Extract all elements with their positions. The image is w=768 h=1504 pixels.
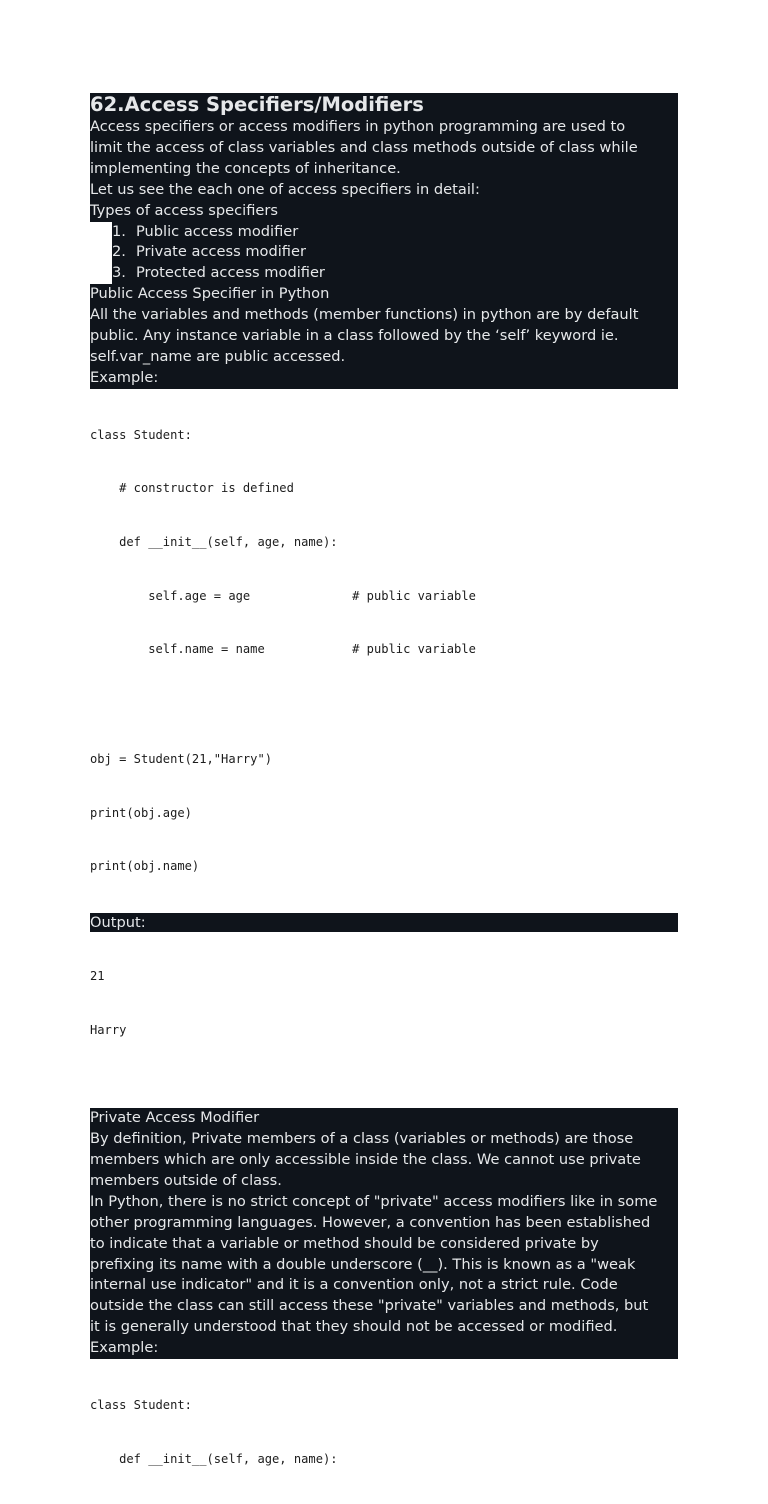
public-text-line: self.var_name are public accessed. [90,347,346,365]
code-block [90,1361,678,1504]
document-page [90,93,678,1504]
private-block [90,1108,678,1359]
code-line: print(obj.name) [90,859,200,874]
private-text-line: members which are only accessible inside the class. We cannot use private [90,1151,641,1169]
code-line: self.age = age # public variable [90,588,476,603]
code-line: print(obj.age) [90,805,192,820]
page-title: 62.Access Specifiers/Modifiers [90,93,424,116]
code-line: class Student: [90,427,192,442]
public-text-line: public. Any instance variable in a class followed by the ‘self’ keyword ie. [90,327,619,345]
list-item-label: Public access modifier [136,222,299,240]
code-line [90,695,678,715]
private-text-line: In Python, there is no strict concept of "private" access modifiers like in some [90,1192,658,1210]
example-label: Example: [90,1339,159,1357]
output-block [90,932,678,1075]
types-heading: Types of access specifiers [90,201,278,219]
list-number: 3. [112,264,126,282]
list-item [112,263,678,284]
output-line: 21 [90,968,105,983]
list-item-label: Private access modifier [136,243,306,261]
public-text-line: All the variables and methods (member functions) in python are by default [90,306,639,324]
list-number: 2. [112,243,126,261]
intro-line: implementing the concepts of inheritance. [90,159,401,177]
private-heading: Private Access Modifier [90,1109,260,1127]
code-line: def __init__(self, age, name): [90,534,338,549]
private-text-line: it is generally understood that they should not be accessed or modified. [90,1318,618,1336]
list-item [112,222,678,243]
code-line: # constructor is defined [90,481,294,496]
intro-line: Let us see the each one of access specifiers in detail: [90,180,480,198]
output-label: Output: [90,913,146,931]
code-line: class Student: [90,1397,192,1412]
public-block [90,284,678,389]
code-block [90,391,678,912]
private-text-line: outside the class can still access these "private" variables and methods, but [90,1297,649,1315]
output-label-block [90,913,678,932]
intro-line: limit the access of class variables and class methods outside of class while [90,138,638,156]
types-list [90,222,678,285]
list-number: 1. [112,222,126,240]
public-heading: Public Access Specifier in Python [90,285,330,303]
private-text-line: other programming languages. However, a convention has been established [90,1213,651,1231]
output-line: Harry [90,1022,127,1037]
private-text-line: members outside of class. [90,1171,282,1189]
private-text-line: internal use indicator" and it is a convention only, not a strict rule. Code [90,1276,618,1294]
list-item [112,242,678,263]
code-line: obj = Student(21,"Harry") [90,751,273,766]
intro-block [90,93,678,222]
code-line: def __init__(self, age, name): [90,1451,338,1466]
example-label: Example: [90,368,159,386]
private-text-line: By definition, Private members of a class (variables or methods) are those [90,1130,634,1148]
code-line: self.name = name # public variable [90,642,476,657]
private-text-line: prefixing its name with a double underscore (__). This is known as a "weak [90,1255,636,1273]
list-item-label: Protected access modifier [136,264,325,282]
private-text-line: to indicate that a variable or method should be considered private by [90,1234,599,1252]
intro-line: Access specifiers or access modifiers in python programming are used to [90,118,626,135]
